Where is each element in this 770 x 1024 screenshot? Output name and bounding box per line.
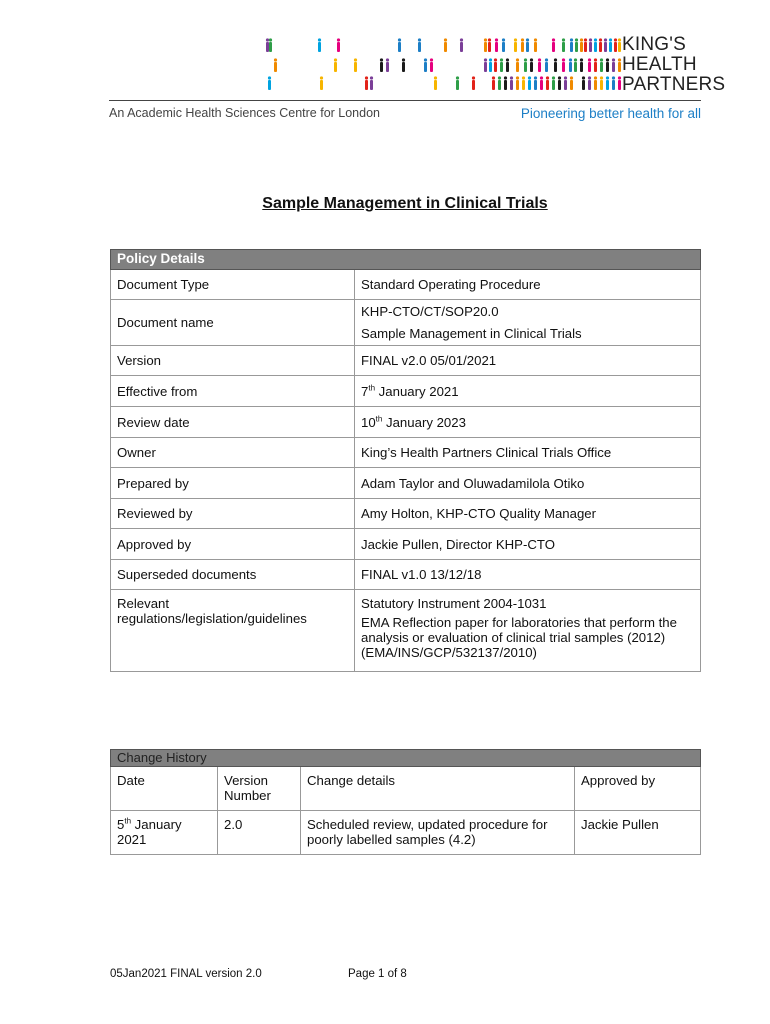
row-label: Version	[111, 346, 355, 376]
day-suffix: th	[124, 816, 132, 826]
regulation-item: Statutory Instrument 2004-1031	[361, 596, 547, 611]
row-value	[355, 407, 701, 438]
table-row	[111, 300, 701, 346]
change-history-table	[110, 749, 701, 855]
table-row	[111, 529, 701, 560]
row-value	[355, 376, 701, 407]
row-value: Amy Holton, KHP-CTO Quality Manager	[355, 499, 701, 529]
document-title: Sample Management in Clinical Trials	[262, 195, 548, 212]
tagline-academic: An Academic Health Sciences Centre for London	[109, 106, 380, 120]
row-label: Prepared by	[111, 468, 355, 499]
document-name: Sample Management in Clinical Trials	[361, 326, 582, 341]
row-label: Approved by	[111, 529, 355, 560]
month-year: January 2021	[117, 817, 182, 847]
history-version: 2.0	[218, 811, 301, 855]
day-number: 5	[117, 817, 125, 832]
row-label-line: Relevant	[117, 596, 170, 611]
table-row	[111, 407, 701, 438]
logo-line-1: KING'S	[622, 34, 686, 55]
day-suffix: th	[375, 414, 383, 424]
row-label: Owner	[111, 438, 355, 468]
column-header-details: Change details	[301, 767, 575, 811]
header-divider	[109, 100, 701, 101]
row-value	[355, 590, 701, 672]
logo-line-3: PARTNERS	[622, 74, 726, 95]
table-row	[111, 346, 701, 376]
table-row	[111, 499, 701, 529]
table-row	[111, 468, 701, 499]
tagline-slogan: Pioneering better health for all	[520, 106, 701, 121]
history-header-row	[111, 750, 701, 767]
logo-figures-graphic	[262, 36, 622, 94]
row-label: Document Type	[111, 270, 355, 300]
row-value: King’s Health Partners Clinical Trials Office	[355, 438, 701, 468]
logo-wordmark	[622, 34, 726, 95]
month-year: January 2021	[375, 383, 459, 399]
logo-people-icon	[262, 36, 622, 94]
day-number: 7	[361, 383, 369, 399]
row-value: FINAL v2.0 05/01/2021	[355, 346, 701, 376]
regulation-item: EMA Reflection paper for laboratories that perform the analysis or evaluation of clinical trial samples (2012) (EMA/INS/GCP/532137/2010)	[361, 615, 677, 660]
row-label	[111, 590, 355, 672]
row-label: Document name	[111, 300, 355, 346]
table-row	[111, 811, 701, 855]
document-code: KHP-CTO/CT/SOP20.0	[361, 304, 499, 319]
table-row	[111, 590, 701, 672]
row-label: Review date	[111, 407, 355, 438]
policy-header: Policy Details	[111, 250, 701, 270]
row-value: Standard Operating Procedure	[355, 270, 701, 300]
row-value: Jackie Pullen, Director KHP-CTO	[355, 529, 701, 560]
history-date	[111, 811, 218, 855]
footer-version: 05Jan2021 FINAL version 2.0	[110, 968, 262, 980]
day-number: 10	[361, 414, 376, 430]
row-label: Effective from	[111, 376, 355, 407]
table-row	[111, 560, 701, 590]
policy-details-table	[110, 249, 701, 672]
logo-line-2: HEALTH	[622, 54, 697, 75]
history-details: Scheduled review, updated procedure for poorly labelled samples (4.2)	[301, 811, 575, 855]
row-label-line: regulations/legislation/guidelines	[117, 611, 307, 626]
row-label: Reviewed by	[111, 499, 355, 529]
history-header: Change History	[111, 750, 701, 767]
day-suffix: th	[368, 383, 376, 393]
row-value	[355, 300, 701, 346]
table-row	[111, 270, 701, 300]
history-column-row	[111, 767, 701, 811]
row-value: FINAL v1.0 13/12/18	[355, 560, 701, 590]
column-header-approved: Approved by	[575, 767, 701, 811]
history-approved-by: Jackie Pullen	[575, 811, 701, 855]
footer-page-number: Page 1 of 8	[348, 968, 407, 980]
month-year: January 2023	[382, 414, 466, 430]
column-header-date: Date	[111, 767, 218, 811]
table-row	[111, 376, 701, 407]
column-header-version: Version Number	[218, 767, 301, 811]
row-label: Superseded documents	[111, 560, 355, 590]
policy-header-row	[111, 250, 701, 270]
table-row	[111, 438, 701, 468]
row-value: Adam Taylor and Oluwadamilola Otiko	[355, 468, 701, 499]
